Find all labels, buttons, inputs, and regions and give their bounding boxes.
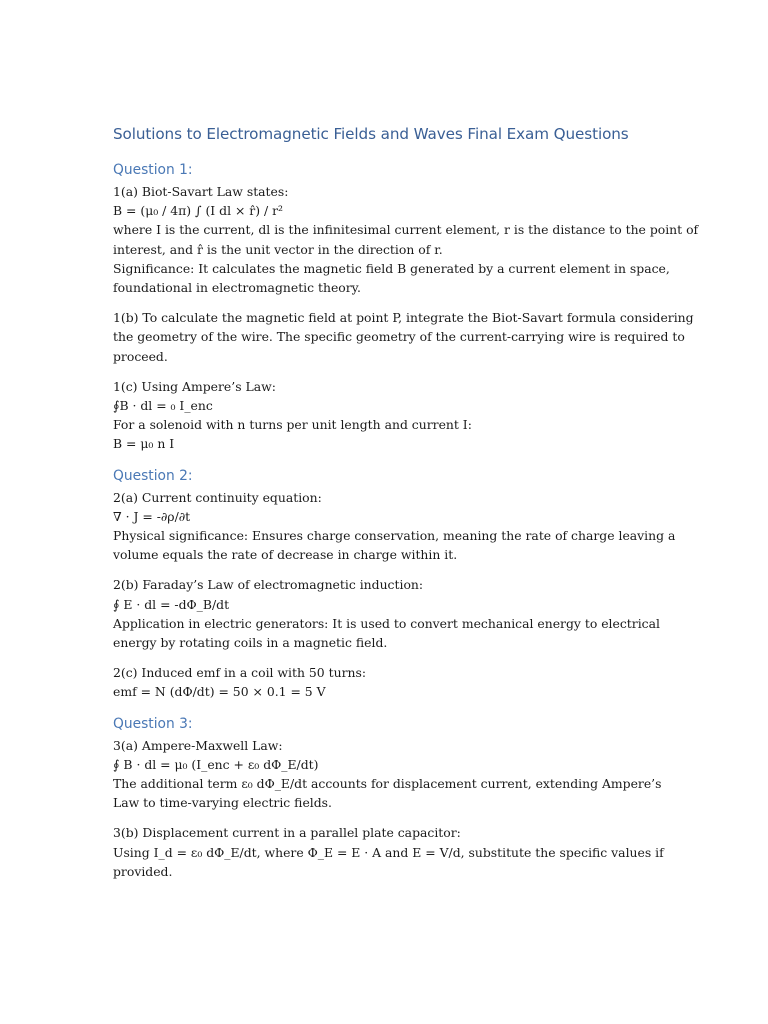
question-3-heading: Question 3: [113,715,193,732]
answer-3a [113,736,662,813]
answer-2b-line: Application in electric generators: It is used to convert mechanical energy to electrical [113,615,660,631]
continuity-formula: ∇ · J = -∂ρ/∂t [113,508,191,524]
emf-formula: emf = N (dΦ/dt) = 50 × 0.1 = 5 V [113,684,326,700]
document-page [113,122,699,893]
answer-1b [113,308,694,366]
answer-1a-line: interest, and r̂ is the unit vector in the direction of r. [113,241,443,257]
answer-1b-line: the geometry of the wire. The specific geometry of the current-carrying wire is required to [113,329,685,345]
answer-2a-line: 2(a) Current continuity equation: [113,489,322,505]
answer-1c-line: 1(c) Using Ampere’s Law: [113,378,276,394]
question-2-heading: Question 2: [113,467,193,484]
answer-2a-line: volume equals the rate of decrease in charge within it. [113,547,458,563]
answer-2a-line: Physical significance: Ensures charge conservation, meaning the rate of charge leaving a [113,528,676,544]
answer-1a [113,182,699,297]
answer-3b [113,823,664,881]
answer-2c [113,663,658,701]
answer-1a-line: foundational in electromagnetic theory. [113,280,361,296]
answer-2b-line: 2(b) Faraday’s Law of electromagnetic induction: [113,577,424,593]
question-1-heading: Question 1: [113,162,193,178]
answer-2a [113,488,676,565]
answer-3a-line: Law to time-varying electric fields. [113,795,332,811]
answer-3a-line: The additional term ε₀ dΦ_E/dt accounts for displacement current, extending Ampere’s [113,776,662,792]
answer-2c-line: 2(c) Induced emf in a coil with 50 turns: [113,665,367,681]
biot-savart-formula: B = (μ₀ / 4π) ∫ (I dl × r̂) / r² [113,203,283,219]
faradays-law-formula: ∮ E · dl = -dΦ_B/dt [113,596,230,612]
answer-1a-line: where I is the current, dl is the infinitesimal current element, r is the distance to the point of [113,222,699,238]
answer-1a-line: Significance: It calculates the magnetic field B generated by a current element in space, [113,260,670,276]
ampere-maxwell-formula: ∮ B · dl = μ₀ (I_enc + ε₀ dΦ_E/dt) [113,756,319,772]
answer-1b-line: 1(b) To calculate the magnetic field at point P, integrate the Biot-Savart formula considering [113,310,694,326]
answer-3b-line: 3(b) Displacement current in a parallel plate capacitor: [113,825,461,841]
answer-1b-line: proceed. [113,348,168,364]
answer-3a-line: 3(a) Ampere-Maxwell Law: [113,737,283,753]
answer-1c [113,377,658,454]
answer-2b [113,575,658,652]
answer-1c-line: For a solenoid with n turns per unit length and current I: [113,417,472,433]
question-1-section [113,160,699,454]
amperes-law-formula: ∮B · dl = ₀ I_enc [113,398,213,414]
answer-1a-line: 1(a) Biot-Savart Law states: [113,184,289,199]
answer-2b-line: energy by rotating coils in a magnetic field. [113,635,388,651]
question-2-section [113,466,676,702]
question-3-section [113,714,664,881]
document-title: Solutions to Electromagnetic Fields and Waves Final Exam Questions [113,125,629,143]
answer-3b-line: Using I_d = ε₀ dΦ_E/dt, where Φ_E = E · A and E = V/d, substitute the specific values if [113,844,664,860]
solenoid-formula: B = μ₀ n I [113,436,175,452]
answer-3b-line: provided. [113,863,173,879]
